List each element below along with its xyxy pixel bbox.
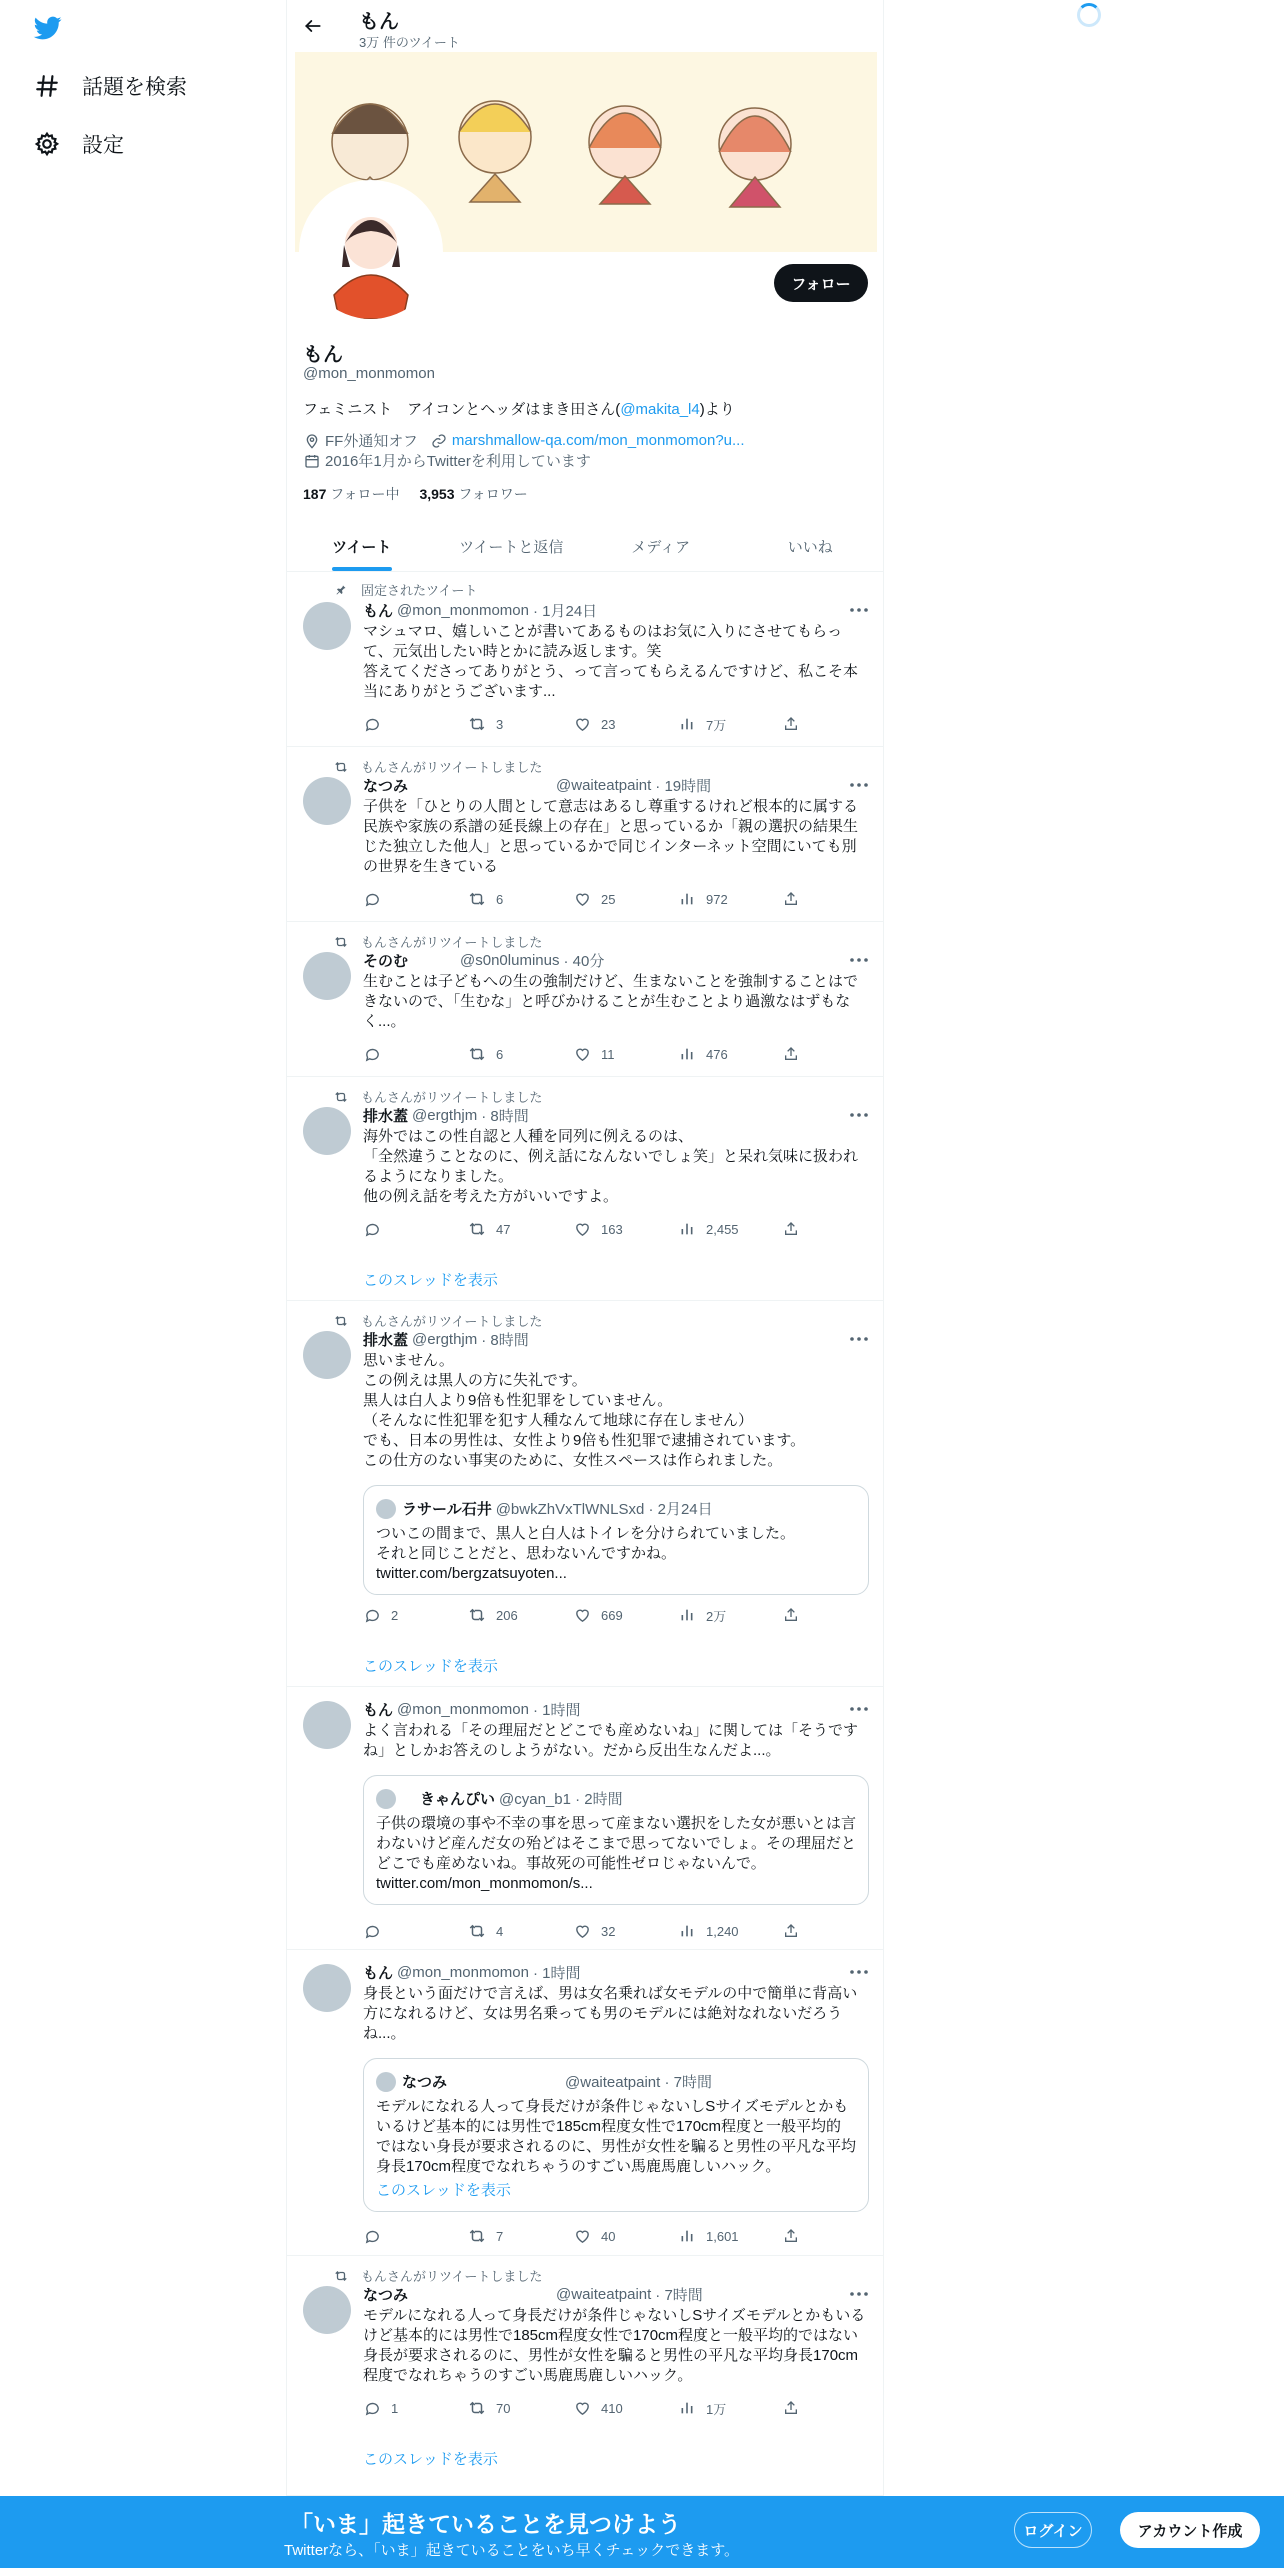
tweet-actions (363, 2398, 803, 2418)
tweet-text: モデルになれる人って身長だけが条件じゃないしSサイズモデルとかもいるけど基本的には男性で185cm程度女性で170cm程度と一般平均的ではない身長が要求されるのに、男性が女性を騙ると男性の平凡な平均身長170cm程度でなれちゃうのすごい馬鹿馬鹿しいハック。 (363, 2307, 866, 2384)
views-button[interactable]: 7万 (678, 714, 762, 734)
follow-button[interactable]: フォロー (774, 264, 868, 302)
tweet-text: よく言われる「その理屈だとどこでも産めないね」に関しては「そうですね」としかお答えのしようがない。だから反出生なんだよ...。 (363, 1722, 859, 1759)
quoted-author-name: ラサール石井 (402, 1501, 492, 1518)
heart-icon (573, 715, 591, 733)
tab-tweets-replies[interactable]: ツイートと返信 (459, 539, 564, 556)
tweet-author-name[interactable]: そのむ (363, 953, 409, 970)
views-button[interactable]: 476 (678, 1044, 762, 1064)
more-dots-icon[interactable] (849, 1701, 869, 1717)
tweet-text: 思いません。 この例えは黒人の方に失礼です。 黒人は白人より9倍も性犯罪をしていません。 （そんなに性犯罪を犯す人種なんて地球に存在しません） でも、日本の男性は、女性より9倍も性犯罪で逮捕されています。 この仕方のない事実のために、女性スペースは作られました。 (363, 1352, 806, 1469)
tweet-author-handle: @waiteatpaint (556, 777, 652, 794)
tweet-date[interactable]: · 19時間 (655, 778, 712, 795)
more-dots-icon[interactable] (849, 1331, 869, 1347)
retweet-icon (333, 935, 349, 949)
views-bar-icon (678, 2399, 696, 2417)
tab-tweets[interactable]: ツイート (287, 522, 437, 571)
tweet-actions (363, 714, 803, 734)
quoted-tweet-header (376, 1498, 713, 1519)
retweet-label: もんさんがリツイートしました (333, 757, 542, 776)
reply-button[interactable] (363, 714, 447, 734)
like-button[interactable]: 669 (573, 1605, 657, 1625)
tweet-text: 身長という面だけで言えば、男は女名乗れば女モデルの中で簡単に背高い方になれるけど、女は男名乗っても男のモデルには絶対なれないだろうね...。 (363, 1985, 858, 2042)
share-icon (783, 890, 799, 908)
tweet-author-name[interactable]: なつみ (363, 778, 409, 795)
profile-location: FF外通知オフ (325, 433, 418, 450)
retweet-label: もんさんがリツイートしました (333, 1311, 542, 1330)
tweet-date[interactable]: · 8時間 (481, 1332, 529, 1349)
retweet-icon (333, 1314, 349, 1328)
heart-icon (573, 1045, 591, 1063)
profile-avatar[interactable] (299, 180, 443, 324)
share-button[interactable] (783, 889, 803, 909)
retweet-button[interactable]: 7 (468, 2226, 552, 2246)
quoted-author-name: きゃんぴい (420, 1791, 496, 1808)
bio-text: フェミニスト アイコンとヘッダはまき田さん( (303, 401, 621, 418)
like-button[interactable]: 25 (573, 889, 657, 909)
loading-spinner-icon (1077, 3, 1101, 27)
views-button[interactable]: 972 (678, 889, 762, 909)
tweet[interactable] (287, 1077, 884, 1301)
reply-icon (363, 1045, 381, 1063)
pinned-label: 固定されたツイート (333, 580, 477, 599)
share-icon (783, 2227, 799, 2245)
share-button[interactable] (783, 1921, 803, 1941)
share-icon (783, 1220, 799, 1238)
avatar[interactable] (303, 1964, 351, 2012)
retweet-icon (468, 1606, 486, 1624)
reply-icon (363, 2227, 381, 2245)
tweet-text: 生むことは子どもへの生の強制だけど、生まないことを強制することはできないので、「生むな」と呼びかけることが生むことより過激なはずもなく...。 (363, 973, 859, 1030)
tweet-text: 海外ではこの性自認と人種を同列に例えるのは、 「全然違うことなのに、例え話になんないでしょ笑」と呆れ気味に扱われるようになりました。 他の例え話を考えた方がいいですよ。 (363, 1128, 859, 1205)
signup-banner-title: 「いま」起きていることを見つけよう (290, 2511, 681, 2537)
tweet-header (363, 1105, 869, 1126)
show-thread-link[interactable]: このスレッドを表示 (363, 1658, 498, 1675)
views-button[interactable]: 1万 (678, 2398, 762, 2418)
nav-settings-label: 設定 (82, 134, 124, 157)
tweet-author-name[interactable]: なつみ (363, 2287, 409, 2304)
signup-banner (0, 2496, 1284, 2568)
link-icon (430, 432, 448, 450)
tweet-author-handle: @waiteatpaint (556, 2286, 652, 2303)
tweet-header (363, 950, 869, 971)
tweet-author-handle: @mon_monmomon (397, 1701, 529, 1718)
retweet-button[interactable]: 206 (468, 1605, 552, 1625)
profile-joined-row (303, 450, 591, 471)
share-icon (783, 1045, 799, 1063)
tweet-author-handle: @ergthjm (412, 1107, 478, 1124)
more-dots-icon[interactable] (849, 602, 869, 618)
signup-banner-subtitle: Twitterなら、「いま」起きていることをいち早くチェックできます。 (284, 2542, 740, 2559)
retweet-label: もんさんがリツイートしました (333, 2266, 542, 2285)
topbar-name: もん (359, 11, 399, 33)
tweet[interactable] (287, 747, 884, 922)
heart-icon (573, 890, 591, 908)
tweet-actions (363, 1605, 803, 1625)
share-icon (783, 1922, 799, 1940)
heart-icon (573, 2227, 591, 2245)
reply-icon (363, 890, 381, 908)
more-dots-icon[interactable] (849, 1964, 869, 1980)
tweet-feed (287, 572, 884, 2496)
tweet[interactable] (287, 1301, 884, 1687)
share-button[interactable] (783, 2226, 803, 2246)
tweet[interactable] (287, 2256, 884, 2496)
avatar[interactable] (303, 952, 351, 1000)
views-button[interactable]: 2,455 (678, 1219, 762, 1239)
tweet-author-handle: @mon_monmomon (397, 1964, 529, 1981)
avatar[interactable] (303, 1701, 351, 1749)
quoted-tweet[interactable] (363, 1775, 869, 1905)
tweet-text: 子供を「ひとりの人間として意志はあるし尊重するけれど根本的に属する民族や家族の系譜の延長線上の存在」と思っているか「親の選択の結果生じた独立した他人」と思っているかで同じインターネット空間にいても別の世界を生きている (363, 798, 859, 875)
tweet-author-name[interactable]: 排水蓋 (363, 1108, 409, 1125)
retweet-icon (468, 2399, 486, 2417)
avatar (376, 2072, 396, 2092)
retweet-button[interactable]: 3 (468, 714, 552, 734)
quoted-tweet-text: 子供の環境の事や不幸の事を思って産まない選択をした女が悪いとは言わないけど産んだ女の殆どはそこまで思ってないでしょ。その理屈だとどこでも産めないね。事故死の可能性ゼロじゃないんで。 twitter.com/mon_monmomon/s... (376, 1815, 857, 1892)
tweet-date[interactable]: · 7時間 (655, 2287, 703, 2304)
profile-stats (303, 484, 528, 504)
retweet-icon (333, 760, 349, 774)
retweet-label: もんさんがリツイートしました (333, 1087, 542, 1106)
views-bar-icon (678, 1606, 696, 1624)
share-button[interactable] (783, 1044, 803, 1064)
retweet-button[interactable]: 70 (468, 2398, 552, 2418)
heart-icon (573, 2399, 591, 2417)
login-button[interactable]: ログイン (1014, 2512, 1092, 2548)
signup-button[interactable]: アカウント作成 (1120, 2512, 1260, 2548)
following-link[interactable]: 187 フォロー中 (303, 486, 400, 502)
retweet-icon (468, 890, 486, 908)
pin-icon (333, 583, 349, 597)
tweet-header (363, 1329, 869, 1350)
tweet[interactable] (287, 1950, 884, 2256)
avatar[interactable] (303, 777, 351, 825)
share-icon (783, 715, 799, 733)
quoted-author-handle: @cyan_b1 · 2時間 (499, 1791, 623, 1808)
retweet-icon (468, 715, 486, 733)
quoted-tweet[interactable] (363, 1485, 869, 1595)
tweet[interactable] (287, 572, 884, 747)
retweet-button[interactable]: 47 (468, 1219, 552, 1239)
heart-icon (573, 1606, 591, 1624)
retweet-label: もんさんがリツイートしました (333, 932, 542, 951)
show-thread-link[interactable]: このスレッドを表示 (363, 2451, 498, 2468)
quoted-author-handle: @bwkZhVxTlWNLSxd · 2月24日 (495, 1501, 713, 1518)
retweet-icon (468, 1045, 486, 1063)
avatar (376, 1499, 396, 1519)
tweet-actions (363, 1921, 803, 1941)
tweet[interactable] (287, 1687, 884, 1950)
views-bar-icon (678, 1922, 696, 1940)
like-button[interactable]: 410 (573, 2398, 657, 2418)
tweet-date[interactable]: · 1月24日 (532, 603, 598, 620)
retweet-icon (333, 1090, 349, 1104)
like-button[interactable]: 163 (573, 1219, 657, 1239)
retweet-button[interactable]: 6 (468, 1044, 552, 1064)
tweet-header (363, 600, 869, 621)
avatar[interactable] (303, 1331, 351, 1379)
share-button[interactable] (783, 714, 803, 734)
reply-icon (363, 2399, 381, 2417)
tweet-author-name[interactable]: もん (363, 1702, 394, 1719)
tab-media[interactable]: メディア (631, 539, 691, 556)
tweet-author-handle: @s0n0luminus (460, 952, 560, 969)
views-bar-icon (678, 1220, 696, 1238)
avatar[interactable] (303, 1107, 351, 1155)
share-button[interactable] (783, 2398, 803, 2418)
views-bar-icon (678, 2227, 696, 2245)
more-dots-icon[interactable] (849, 777, 869, 793)
quoted-tweet-text: ついこの間まで、黒人と白人はトイレを分けられていました。 それと同じことだと、思わないんですかね。 twitter.com/bergzatsuyoten... (376, 1525, 795, 1582)
avatar[interactable] (303, 602, 351, 650)
tweet-header (363, 2284, 869, 2305)
heart-icon (573, 1220, 591, 1238)
bio-suffix: )より (699, 401, 735, 418)
retweet-icon (468, 1922, 486, 1940)
tweet-date[interactable]: · 1時間 (532, 1965, 581, 1982)
more-dots-icon[interactable] (849, 1107, 869, 1123)
views-bar-icon (678, 890, 696, 908)
tweet-header (363, 1962, 869, 1983)
nav-explore-label: 話題を検索 (82, 76, 187, 99)
quoted-tweet-text: モデルになれる人って身長だけが条件じゃないしSサイズモデルとかもいるけど基本的には男性で185cm程度女性で170cm程度と一般平均的ではない身長が要求されるのに、男性が女性を騙ると男性の平凡な平均身長170cm程度でなれちゃうのすごい馬鹿馬鹿しいハック。 (376, 2098, 857, 2175)
like-button[interactable]: 32 (573, 1921, 657, 1941)
retweet-button[interactable]: 6 (468, 889, 552, 909)
location-pin-icon (303, 432, 321, 450)
profile-handle: @mon_monmomon (303, 365, 435, 382)
share-icon (783, 2399, 799, 2417)
reply-icon (363, 1606, 381, 1624)
tweet-author-handle: @mon_monmomon (397, 602, 529, 619)
quoted-show-thread-link[interactable]: このスレッドを表示 (376, 2182, 511, 2199)
quoted-tweet-header (376, 1788, 623, 1809)
back-arrow-icon[interactable] (301, 14, 325, 38)
share-button[interactable] (783, 1219, 803, 1239)
tweet-date[interactable]: · 40分 (563, 953, 605, 970)
reply-button[interactable] (363, 2226, 447, 2246)
bio-mention-link[interactable]: @makita_l4 (620, 401, 700, 418)
profile-meta-row (303, 430, 745, 451)
views-button[interactable]: 1,601 (678, 2226, 762, 2246)
reply-button[interactable] (363, 1044, 447, 1064)
tweet-author-handle: @ergthjm (412, 1331, 478, 1348)
like-button[interactable]: 11 (573, 1044, 657, 1064)
like-button[interactable]: 23 (573, 714, 657, 734)
twitter-logo-icon[interactable] (32, 14, 64, 42)
nav-explore[interactable] (32, 64, 187, 108)
tweet-author-name[interactable]: もん (363, 1965, 394, 1982)
share-button[interactable] (783, 1605, 803, 1625)
show-thread-link[interactable]: このスレッドを表示 (363, 1272, 498, 1289)
topbar-tweet-count: 3万 件のツイート (359, 35, 460, 50)
profile-bio (303, 398, 735, 419)
reply-button[interactable]: 2 (363, 1605, 447, 1625)
profile-website-link[interactable]: marshmallow-qa.com/mon_monmomon?u... (451, 432, 745, 449)
reply-button[interactable] (363, 1921, 447, 1941)
more-dots-icon[interactable] (849, 2286, 869, 2302)
quoted-author-name: なつみ (402, 2074, 448, 2091)
profile-name: もん (303, 344, 343, 366)
tweet-date[interactable]: · 1時間 (532, 1702, 581, 1719)
reply-icon (363, 1922, 381, 1940)
views-button[interactable]: 2万 (678, 1605, 762, 1625)
hashtag-icon (32, 71, 62, 101)
views-bar-icon (678, 715, 696, 733)
reply-button[interactable] (363, 1219, 447, 1239)
like-button[interactable]: 40 (573, 2226, 657, 2246)
tweet-actions (363, 1219, 803, 1239)
tweet-header (363, 1699, 869, 1720)
tweet-text: マシュマロ、嬉しいことが書いてあるものはお気に入りにさせてもらって、元気出したい時とかに読み返します。笑 答えてくださってありがとう、って言ってもらえるんですけど、私こそ本当にありがとうございます... (363, 623, 859, 700)
views-button[interactable]: 1,240 (678, 1921, 762, 1941)
profile-joined: 2016年1月からTwitterを利用しています (325, 453, 591, 470)
calendar-icon (303, 452, 321, 470)
quoted-tweet-header (376, 2071, 712, 2092)
main-column (286, 0, 884, 2568)
views-bar-icon (678, 1045, 696, 1063)
tweet-actions (363, 2226, 803, 2246)
reply-button[interactable]: 1 (363, 2398, 447, 2418)
retweet-button[interactable]: 4 (468, 1921, 552, 1941)
reply-icon (363, 1220, 381, 1238)
profile-tabs (287, 522, 884, 572)
followers-link[interactable]: 3,953 フォロワー (419, 486, 528, 502)
retweet-icon (333, 2269, 349, 2283)
nav-settings[interactable] (32, 122, 124, 166)
heart-icon (573, 1922, 591, 1940)
avatar[interactable] (303, 2286, 351, 2334)
reply-button[interactable] (363, 889, 447, 909)
share-icon (783, 1606, 799, 1624)
more-dots-icon[interactable] (849, 952, 869, 968)
tweet-actions (363, 889, 803, 909)
gear-icon (32, 129, 62, 159)
avatar (376, 1789, 396, 1809)
quoted-author-handle: @waiteatpaint · 7時間 (565, 2074, 712, 2091)
tweet-author-name[interactable]: もん (363, 603, 394, 620)
quoted-tweet[interactable] (363, 2058, 869, 2212)
tweet[interactable] (287, 922, 884, 1077)
profile-topbar (287, 0, 884, 52)
tweet-author-name[interactable]: 排水蓋 (363, 1332, 409, 1349)
tweet-actions (363, 1044, 803, 1064)
tweet-date[interactable]: · 8時間 (481, 1108, 529, 1125)
reply-icon (363, 715, 381, 733)
tab-likes[interactable]: いいね (787, 539, 833, 556)
retweet-icon (468, 2227, 486, 2245)
tweet-header (363, 775, 869, 796)
retweet-icon (468, 1220, 486, 1238)
